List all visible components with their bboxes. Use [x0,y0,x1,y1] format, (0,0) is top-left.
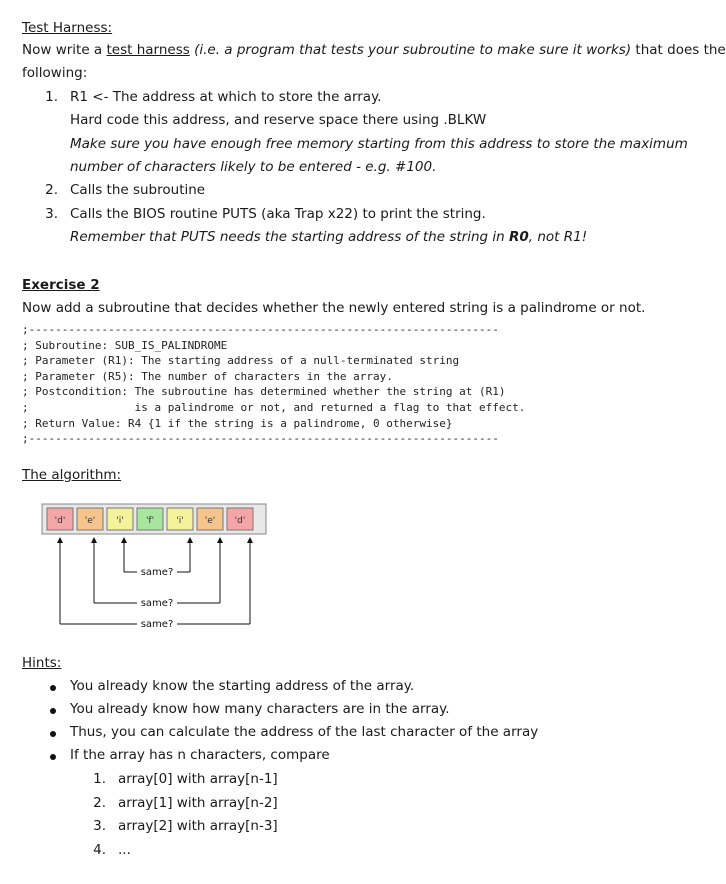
exercise-2-description: Now add a subroutine that decides whether the newly entered string is a palindrome or not. [22,300,646,316]
step-1-italic-line1: Make sure you have enough free memory starting from this address to store the maximum [70,136,688,152]
array-cell-label: 'd' [234,516,246,526]
exercise-2-heading: Exercise 2 [22,277,100,293]
bullet-icon [50,685,56,691]
step-1-text: R1 <- The address at which to store the array. [70,89,382,105]
sub-item-text: array[0] with array[n-1] [118,771,278,787]
step-2-text: Calls the subroutine [70,182,206,198]
code-line: ; is a palindrome or not, and returned a flag to that effect. [22,400,526,414]
compare-label-inner: same? [140,567,174,578]
step-1-italic-line2: number of characters likely to be entered - e.g. #100. [70,159,437,175]
array-cell-label: 'f' [145,516,155,526]
bullet-icon [50,708,56,714]
algorithm-heading: The algorithm: [22,467,122,483]
sub-item-text: array[1] with array[n-2] [118,795,278,811]
sub-item-text: ... [118,842,131,858]
code-line: ;----------------------------------------------------------------------- [22,432,499,446]
sub-item-number: 4. [93,842,106,858]
array-cell-label: 'e' [204,516,216,526]
step-3-text: Calls the BIOS routine PUTS (aka Trap x22) to print the string. [70,206,486,222]
intro-post: that does the [631,42,726,58]
sub-item-number: 1. [93,771,106,787]
code-line: ; Subroutine: SUB_IS_PALINDROME [22,338,228,352]
bullet-icon [50,731,56,737]
step-3-note-pre: Remember that PUTS needs the starting address of the string in [70,229,509,245]
hint-bullet: If the array has n characters, compare [70,747,330,763]
array-cell-label: 'd' [54,516,66,526]
step-1-number: 1. [45,89,58,105]
palindrome-diagram [40,500,280,630]
hint-bullet: You already know the starting address of the array. [70,678,415,694]
step-3-number: 3. [45,206,58,222]
code-line: ; Parameter (R5): The number of characters in the array. [22,369,393,383]
intro-italic: (i.e. a program that tests your subroutine to make sure it works) [189,42,632,58]
test-harness-heading: Test Harness: [22,20,113,36]
step-1-note: Hard code this address, and reserve space there using .BLKW [70,112,487,128]
sub-item-text: array[2] with array[n-3] [118,818,278,834]
code-line: ; Return Value: R4 {1 if the string is a palindrome, 0 otherwise} [22,416,453,430]
step-3-note [70,229,587,245]
hint-bullet: Thus, you can calculate the address of the last character of the array [70,724,539,740]
array-cell-label: 'e' [84,516,96,526]
code-line: ; Postcondition: The subroutine has determined whether the string at (R1) [22,385,506,399]
array-cell-label: 'i' [116,516,124,526]
step-3-note-bold: R0 [508,229,529,245]
array-cell-label: 'i' [176,516,184,526]
code-line: ;----------------------------------------------------------------------- [22,323,499,336]
intro-line2: following: [22,65,88,81]
bullet-icon [50,754,56,760]
intro-pre: Now write a [22,42,107,58]
code-line: ; Parameter (R1): The starting address of a null-terminated string [22,354,460,368]
sub-item-number: 3. [93,818,106,834]
compare-label-outer: same? [140,619,174,630]
hint-bullet: You already know how many characters are in the array. [70,701,450,717]
hints-heading: Hints: [22,655,62,671]
step-2-number: 2. [45,182,58,198]
code-block [22,322,525,447]
sub-item-number: 2. [93,795,106,811]
test-harness-intro [22,42,726,58]
test-harness-link[interactable]: test harness [106,42,190,58]
step-3-note-post: , not R1! [528,229,588,245]
compare-label-middle: same? [140,598,174,609]
